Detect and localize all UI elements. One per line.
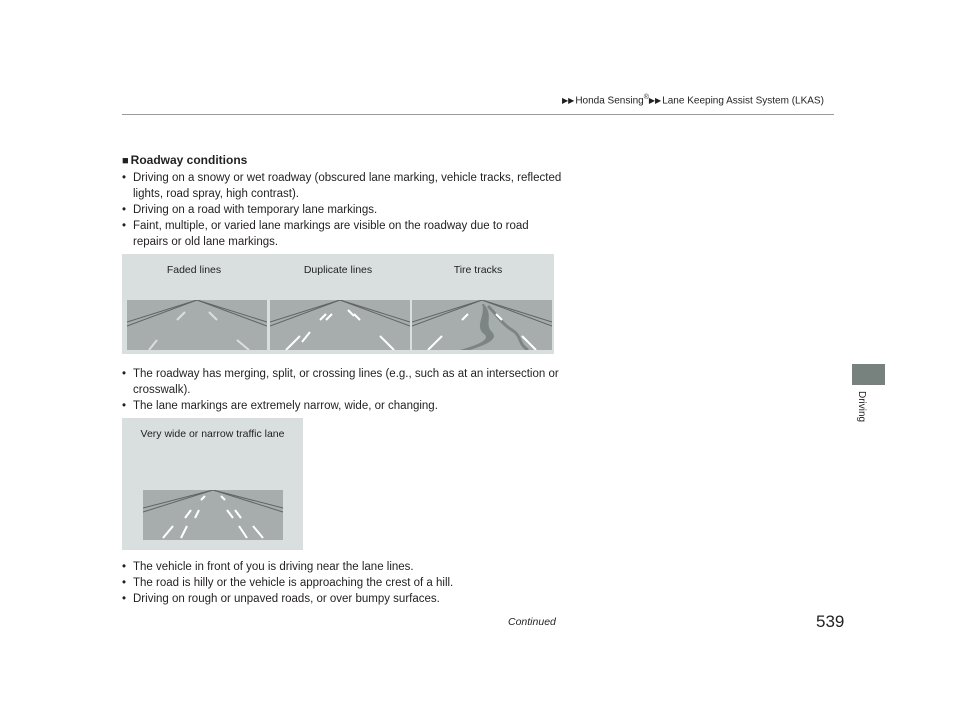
- chapter-label: Driving: [856, 391, 867, 423]
- faded-lines-illustration: [127, 300, 267, 350]
- section-title-text: Roadway conditions: [130, 153, 248, 167]
- continued-label: Continued: [508, 616, 556, 628]
- section-roadway-final: [122, 559, 562, 607]
- figure-label-duplicate: Duplicate lines: [303, 264, 373, 276]
- list-item: [122, 591, 562, 607]
- chapter-tab: [852, 364, 885, 385]
- registered-mark: ®: [643, 94, 649, 101]
- triangle-icon: ▶▶: [648, 96, 662, 106]
- breadcrumb-part1: Honda Sensing: [575, 95, 644, 107]
- list-item-text: Driving on a road with temporary lane markings.: [133, 204, 378, 216]
- header-rule: [122, 114, 834, 115]
- list-item: [122, 218, 562, 250]
- bullet-icon: •: [122, 172, 127, 184]
- list-item-text: The vehicle in front of you is driving near the lane lines.: [133, 561, 414, 573]
- list-item: [122, 170, 562, 202]
- bullet-icon: •: [122, 593, 127, 605]
- bullet-icon: •: [122, 368, 127, 380]
- figure-label-tire: Tire tracks: [453, 264, 503, 276]
- section-roadway: [122, 152, 562, 250]
- tire-tracks-illustration: [412, 300, 552, 350]
- page-number: 539: [816, 612, 845, 631]
- list-item-text: Faint, multiple, or varied lane markings are visible on the roadway due to road repairs or old lane markings.: [133, 220, 529, 248]
- list-item: [122, 575, 562, 591]
- figure-label-faded: Faded lines: [166, 264, 222, 276]
- breadcrumb: [562, 94, 824, 106]
- bullet-icon: •: [122, 220, 127, 232]
- list-item-text: Driving on a snowy or wet roadway (obscured lane marking, vehicle tracks, reflected lights, road spray, high contrast).: [133, 172, 562, 200]
- breadcrumb-part2: Lane Keeping Assist System (LKAS): [662, 95, 824, 107]
- bullet-icon: •: [122, 561, 127, 573]
- bullet-icon: •: [122, 204, 127, 216]
- bullet-icon: •: [122, 577, 127, 589]
- list-item-text: The road is hilly or the vehicle is approaching the crest of a hill.: [133, 577, 454, 589]
- wide-lane-illustration: [143, 490, 283, 540]
- road-markings-figure: [122, 254, 554, 354]
- figure-label-lane-width: Very wide or narrow traffic lane: [140, 428, 285, 440]
- list-item: [122, 398, 562, 414]
- square-bullet-icon: ■: [122, 155, 129, 167]
- list-item: [122, 202, 562, 218]
- triangle-icon: ▶▶: [562, 96, 575, 106]
- duplicate-lines-illustration: [270, 300, 410, 350]
- list-item-text: The lane markings are extremely narrow, wide, or changing.: [133, 400, 438, 412]
- list-item-text: Driving on rough or unpaved roads, or over bumpy surfaces.: [133, 593, 440, 605]
- list-item: [122, 559, 562, 575]
- bullet-icon: •: [122, 400, 127, 412]
- lane-width-figure: [122, 418, 303, 550]
- list-item: [122, 366, 562, 398]
- section-title: [122, 152, 562, 169]
- section-roadway-more: [122, 366, 562, 414]
- list-item-text: The roadway has merging, split, or crossing lines (e.g., such as at an intersection or crosswalk).: [133, 368, 559, 396]
